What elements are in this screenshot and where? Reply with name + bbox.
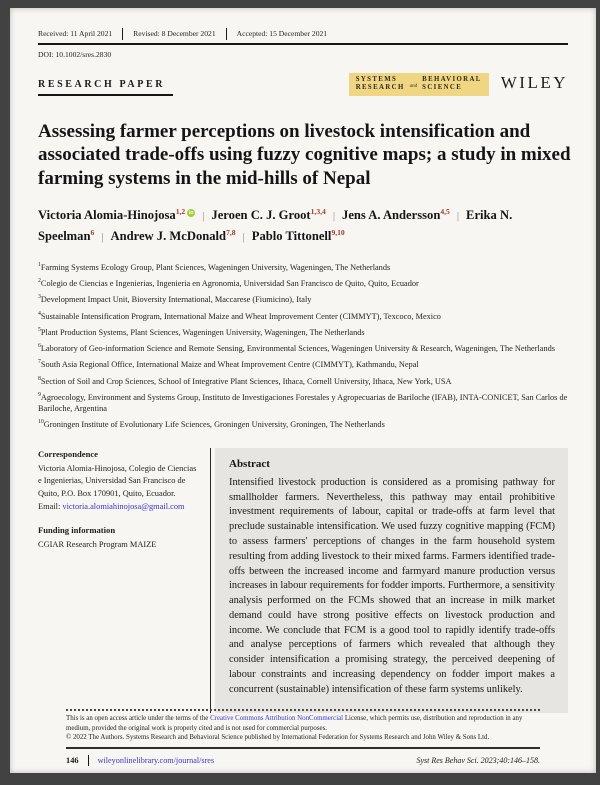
accepted-date: Accepted: 15 December 2021 — [226, 28, 337, 40]
abstract-section — [215, 448, 568, 713]
article-title: Assessing farmer perceptions on livestock intensification and associated trade-offs using fuzzy cognitive maps; a study in mixed farming systems in the mid-hills of Nepal — [38, 121, 571, 189]
affiliation: $^1$Farming Systems Ecology Group, Plant Sciences, Wageningen University, Wageningen, The Netherlands — [38, 261, 391, 272]
footnote-divider — [66, 709, 540, 711]
journal-logo-word: RESEARCH — [355, 84, 405, 92]
affiliation: $^6$Laboratory of Geo-information Science and Remote Sensing, Environmental Sciences, Wageningen University & Research, Wageningen, The Netherlands — [38, 343, 555, 353]
affiliation: $^4$Sustainable Intensification Program, International Maize and Wheat Improvement Center (CIMMYT), Texcoco, Mexico — [38, 310, 441, 321]
page-footer — [66, 709, 540, 766]
correspondence-body: Victoria Alomia-Hinojosa, Colegio de Ciencias e Ingenierias, Universidad San Francisco de Quito, P.O. Box 170901, Quito, Ecuador. Email: victoria.alomiahinojosa@gmail.com — [38, 463, 197, 511]
journal-logo-word: SYSTEMS — [355, 76, 398, 83]
journal-logo — [349, 73, 489, 96]
article-page — [10, 8, 596, 773]
header-row — [38, 73, 568, 96]
affiliation: $^3$Development Impact Unit, Bioversity International, Maccarese (Fiumicino), Italy — [38, 294, 312, 304]
author: Erika N. Speelman$^6$ — [38, 208, 513, 243]
received-date: Received: 11 April 2021 — [38, 29, 113, 38]
author: Andrew J. McDonald$^{7,8}$ — [110, 227, 236, 243]
bottom-bar — [66, 755, 540, 766]
author-list — [38, 205, 572, 247]
correspondence-heading: Correspondence — [38, 448, 98, 459]
author: Jeroen C. J. Groot$^{1,3,4}$ — [211, 206, 326, 223]
affiliation: $^{10}$Groningen Institute of Evolutionary Life Sciences, Groningen University, Groningen, The Netherlands — [38, 419, 385, 430]
citation-info: Syst Res Behav Sci. 2023;40:146–158. — [416, 756, 540, 765]
author-separator: | — [101, 230, 104, 243]
column-divider — [210, 448, 211, 713]
page-content — [38, 8, 571, 773]
meta-divider — [38, 43, 568, 45]
email-link[interactable]: victoria.alomiahinojosa@gmail.com — [62, 501, 185, 511]
submission-history — [38, 28, 568, 40]
funding-body: CGIAR Research Program MAIZE — [38, 540, 157, 550]
copyright-line: © 2022 The Authors. Systems Research and Behavioral Science published by International Federation for Systems Research and John Wiley & Sons Ltd. — [66, 734, 490, 742]
info-and-abstract — [38, 448, 568, 713]
author: Jens A. Andersson$^{4,5}$ — [342, 206, 450, 223]
journal-url-link[interactable]: wileyonlinelibrary.com/journal/sres — [97, 756, 215, 765]
branding — [349, 73, 568, 96]
journal-logo-and: and — [409, 83, 418, 89]
email-label: Email: — [38, 501, 63, 511]
footer-divider — [66, 747, 540, 749]
affiliation: $^8$Section of Soil and Crop Sciences, School of Integrative Plant Sciences, Ithaca, Cornell University, Ithaca, New York, USA — [38, 375, 452, 386]
affiliation: $^7$South Asia Regional Office, International Maize and Wheat Improvement Centre (CIMMYT), Kathmandu, Nepal — [38, 359, 419, 370]
page-number-divider — [88, 755, 89, 766]
author-separator: | — [202, 210, 205, 223]
abstract-text: Intensified livestock production is considered as a promising pathway for smallholder farmers. Nevertheless, this pathway may entail prohibitive investment requirements of labour, capital or trade-offs at farm level that preclude sustainable intensification. We used fuzzy cognitive mapping (FCM) to assess farmers' perceptions of changes in the farm household system resulting from adding livestock to their mixed farms. Farmers identified trade-offs between the increased income and farmyard manure production versus increases in labour requirements for fodder imports. Furthermore, a sensitivity analysis performed on the FCMs showed that an increase in milk market demand could have strong positive effects on livestock production and income. We conclude that FCM is a good tool to rapidly identify trade-offs and analyse perceptions of farmers which revealed that although they consider intensification a promising strategy, the perceived deepening of labour constraints and increasing dependency on fodder import makes a concurrent (sustainable) intensification of these farm systems unlikely. — [229, 476, 555, 695]
funding-block — [38, 524, 198, 552]
revised-date: Revised: 8 December 2021 — [122, 28, 225, 40]
funding-heading: Funding information — [38, 525, 116, 536]
cc-license-link[interactable]: Creative Commons Attribution NonCommercial — [210, 715, 344, 723]
affiliation: $^2$Colegio de Ciencias e Ingenierias, Ingenieria en Agronomia, Universidad San Francisco de Quito, Quito, Ecuador — [38, 277, 419, 288]
author-separator: | — [456, 210, 460, 223]
author-separator: | — [332, 210, 336, 223]
affiliation: $^9$Agroecology, Environment and Systems Group, Instituto de Investigaciones Forestales y Agropecuarias de Bariloche (IFAB), INTA-CONICET, San Carlos de Bariloche, Argentina — [38, 392, 568, 413]
orcid-icon[interactable]: iD — [188, 209, 194, 215]
journal-logo-word: BEHAVIORAL — [422, 76, 482, 83]
wiley-logo: WILEY — [500, 73, 568, 93]
author: Victoria Alomia-Hinojosa$^{1,2}$ iD — [38, 206, 194, 223]
journal-logo-word: SCIENCE — [422, 84, 463, 92]
affiliation: $^5$Plant Production Systems, Plant Sciences, Wageningen University, Wageningen, The Netherlands — [38, 326, 365, 337]
author-separator: | — [242, 230, 245, 243]
doi: DOI: 10.1002/sres.2830 — [38, 50, 112, 59]
side-info-column — [38, 448, 210, 713]
article-type-label: RESEARCH PAPER — [38, 79, 173, 96]
open-access-notice: This is an open access article under the terms of the Creative Commons Attribution NonCommercial License, which permits use, distribution and reproduction in any medium, provided the original work is properly cited and is not used for commercial purposes. — [66, 715, 523, 732]
page-number: 146 — [66, 756, 79, 765]
affiliation-list — [38, 262, 568, 431]
abstract-heading: Abstract — [229, 457, 270, 470]
author: Pablo Tittonell$^{9,10}$ — [251, 227, 345, 243]
